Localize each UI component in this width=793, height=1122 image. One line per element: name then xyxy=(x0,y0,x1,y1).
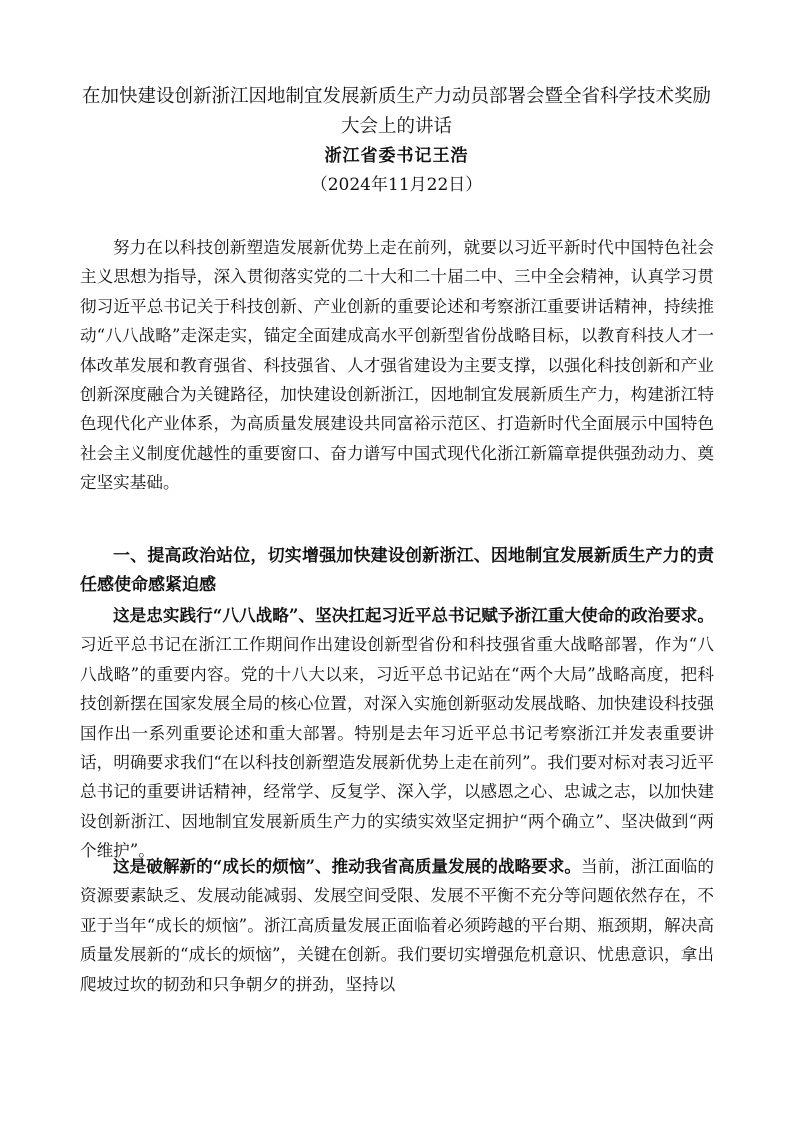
document-title-line-1: 在加快建设创新浙江因地制宜发展新质生产力动员部署会暨全省科学技术奖励 xyxy=(81,86,711,107)
body-paragraph-2 xyxy=(80,601,714,866)
paragraph-2-lead-sentence: 这是忠实践行“八八战略”、坚决扛起习近平总书记赋予浙江重大使命的政治要求。 xyxy=(113,605,714,625)
body-paragraph-3 xyxy=(80,852,714,999)
document-date: （2024年11月22日） xyxy=(310,175,483,195)
body-paragraph-1: 努力在以科技创新塑造发展新优势上走在前列，就要以习近平新时代中国特色社会主义思想为指导，深入贯彻落实党的二十大和二十届二中、三中全会精神，认真学习贯彻习近平总书记关于科技创新、产业创新的重要论述和考察浙江重要讲话精神，持续推动“八八战略”走深走实，锚定全面建成高水平创新型省份战略目标，以教育科技人才一体改革发展和教育强省、科技强省、人才强省建设为主要支撑，以强化科技创新和产业创新深度融合为关键路径，加快建设创新浙江，因地制宜发展新质生产力，构建浙江特色现代化产业体系，为高质量发展建设共同富裕示范区、打造新时代全面展示中国特色社会主义制度优越性的重要窗口、奋力谱写中国式现代化浙江新篇章提供强劲动力、奠定坚实基础。 xyxy=(80,238,714,493)
paragraph-3-body: 当前，浙江面临的资源要素缺乏、发展动能减弱、发展空间受限、发展不平衡不充分等问题依然存在，不亚于当年“成长的烦恼”。浙江高质量发展正面临着必须跨越的平台期、瓶颈期，解决高质量发展新的“成长的烦恼”，关键在创新。我们要切实增强危机意识、忧患意识，拿出爬坡过坎的韧劲和只争朝夕的拼劲，坚持以 xyxy=(80,857,714,994)
section-heading-1: 一、提高政治站位，切实增强加快建设创新浙江、因地制宜发展新质生产力的责任感使命感紧迫感 xyxy=(80,546,714,596)
document-author: 浙江省委书记王浩 xyxy=(324,146,469,166)
paragraph-2-body: 习近平总书记在浙江工作期间作出建设创新型省份和科技强省重大战略部署，作为“八八战略”的重要内容。党的十八大以来，习近平总书记站在“两个大局”战略高度，把科技创新摆在国家发展全局的核心位置，对深入实施创新驱动发展战略、加快建设科技强国作出一系列重要论述和重大部署。特别是去年习近平总书记考察浙江并发表重要讲话，明确要求我们“在以科技创新塑造发展新优势上走在前列”。我们要对标对表习近平总书记的重要讲话精神，经常学、反复学、深入学，以感恩之心、忠诚之志，以加快建设创新浙江、因地制宜发展新质生产力的实绩实效坚定拥护“两个确立”、坚决做到“两个维护”。 xyxy=(80,635,714,861)
document-title-line-2: 大会上的讲话 xyxy=(340,116,452,137)
paragraph-3-lead-sentence: 这是破解新的“成长的烦恼”、推动我省高质量发展的战略要求。 xyxy=(113,856,582,876)
